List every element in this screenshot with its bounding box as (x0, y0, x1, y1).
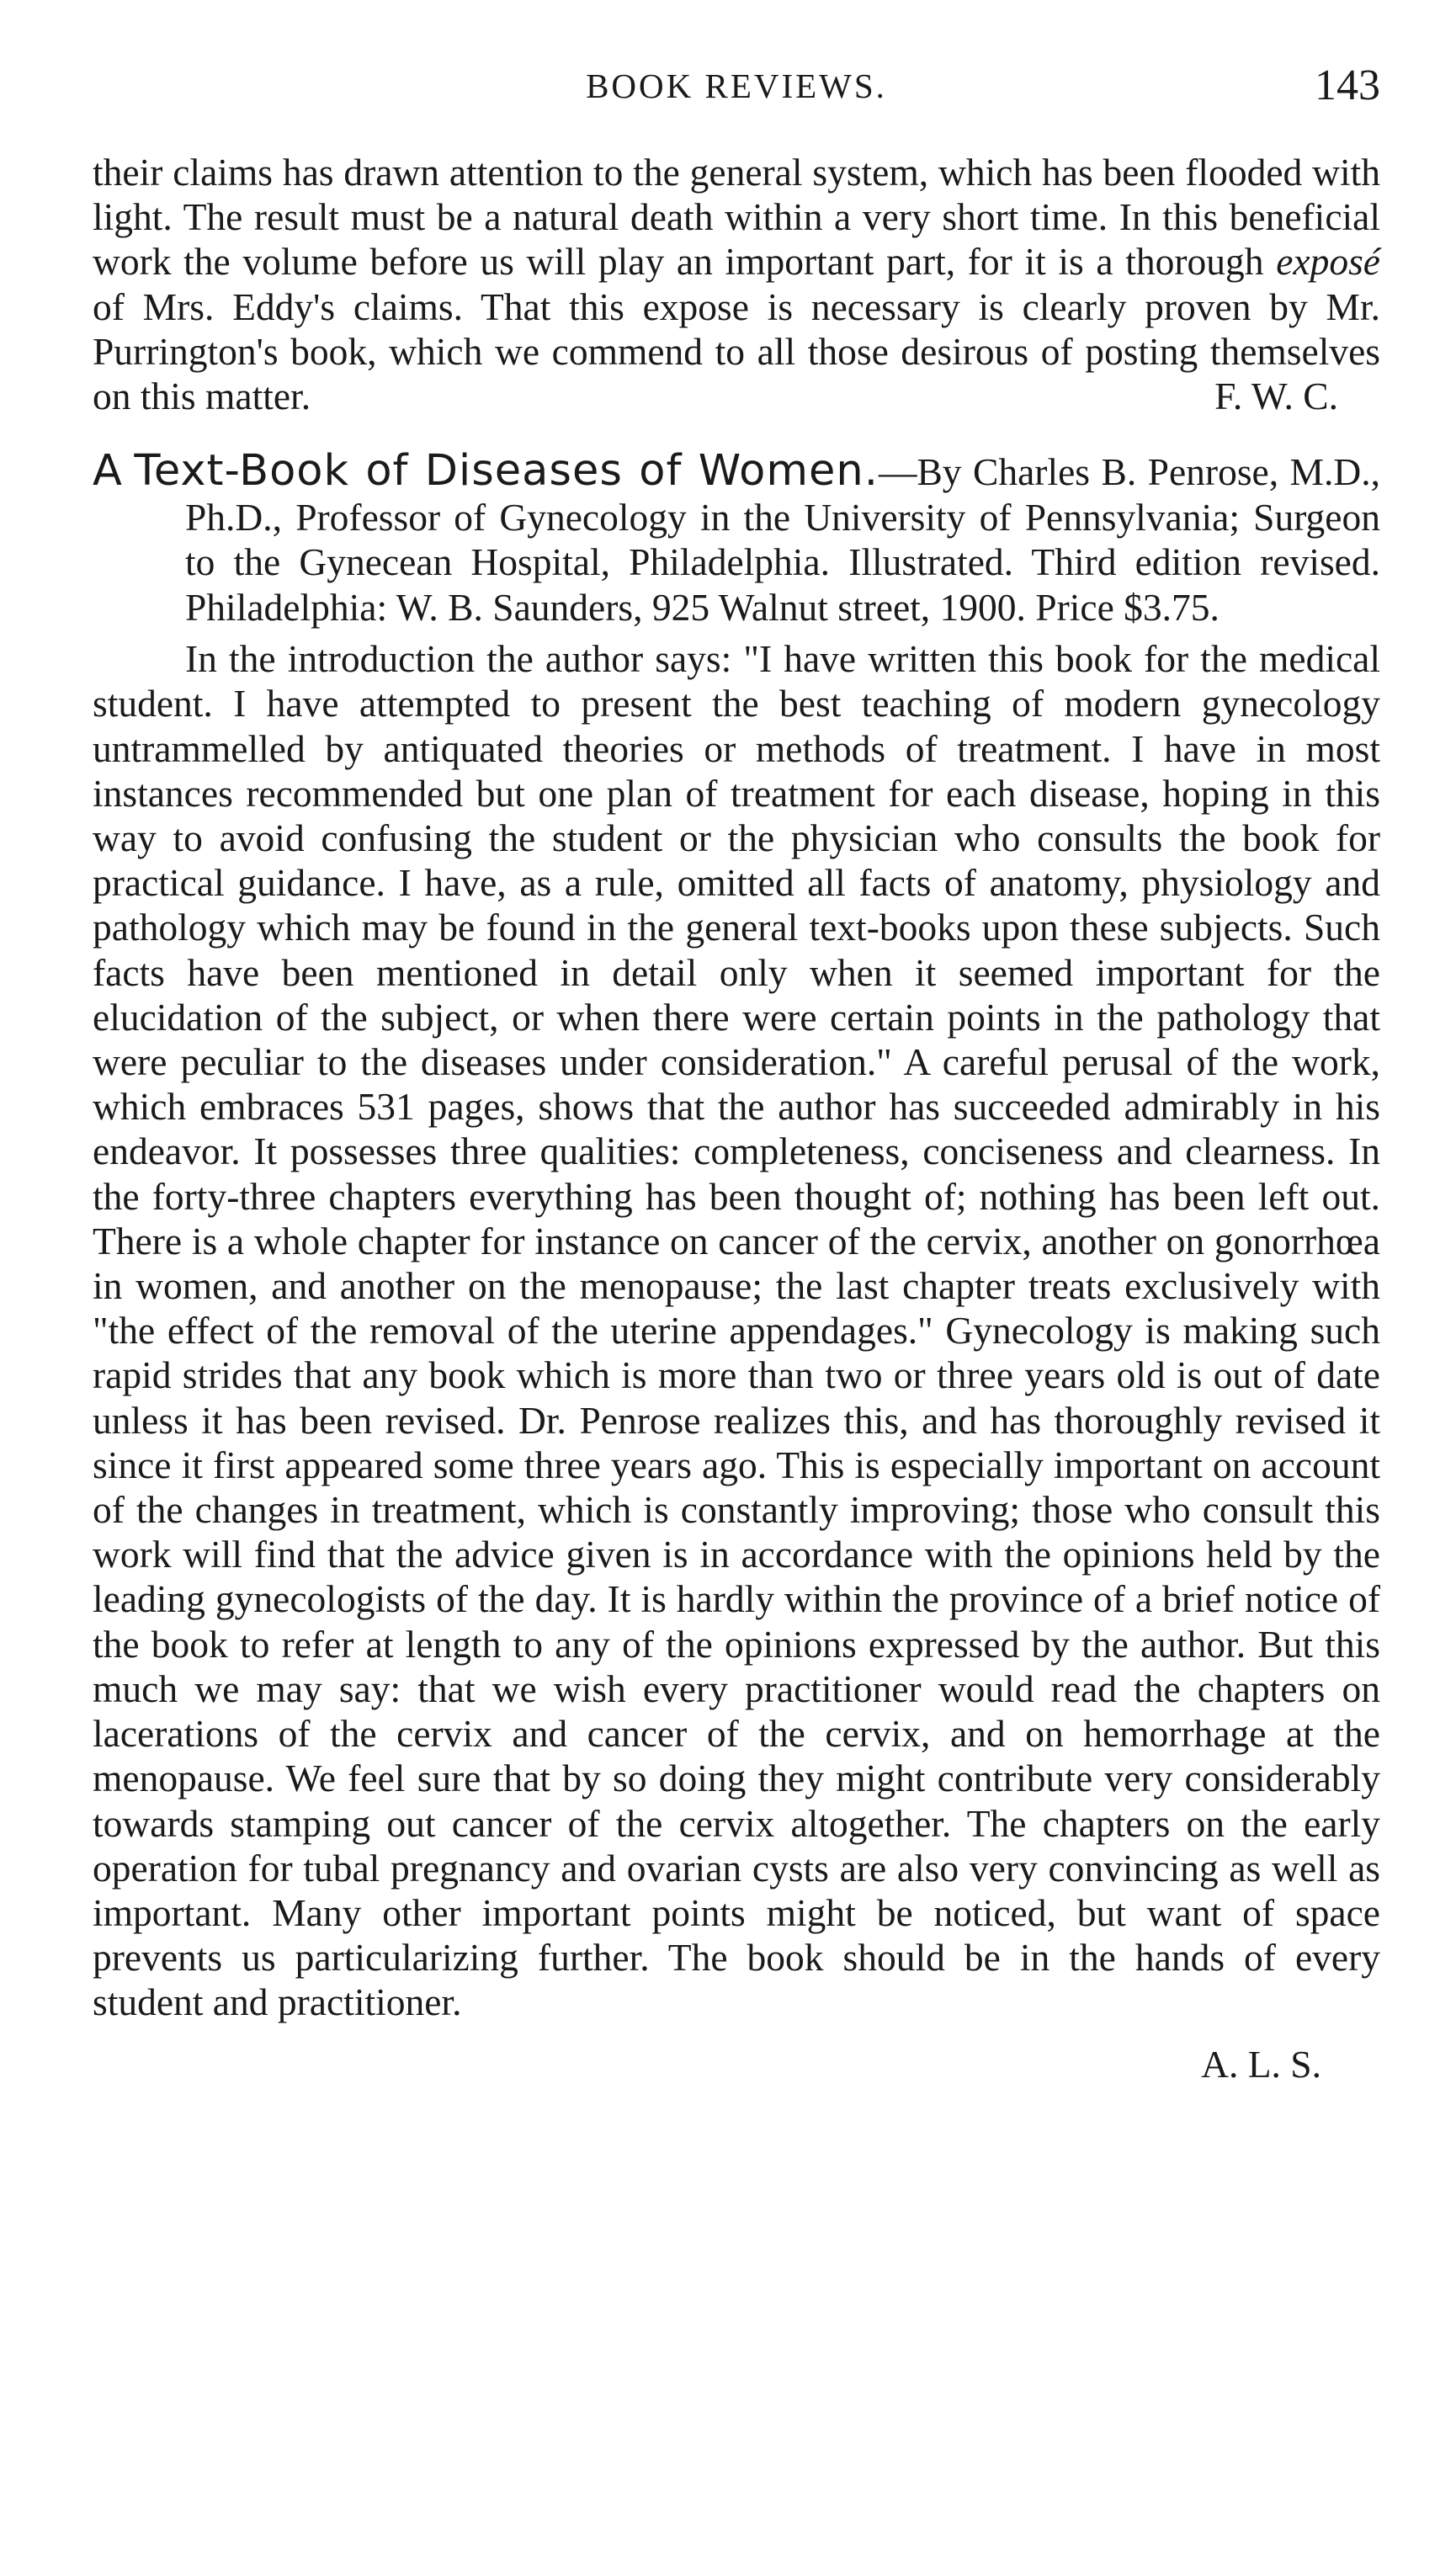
previous-review-text-end: of Mrs. Eddy's claims. That this expose is necessary is clearly proven by Mr. Purrington's book, which we commend to all those desirous of posting themselves on this matter. (93, 284, 1380, 418)
previous-review-text-start: their claims has drawn attention to the general system, which has been flooded with light. The result must be a natural death within a very short time. In this beneficial work the volume before us will play an important part, for it is a thorough (93, 151, 1380, 284)
page-number: 143 (1315, 61, 1380, 109)
previous-review-signature: F. W. C. (1214, 375, 1338, 418)
running-header (93, 61, 1380, 120)
review-signature: A. L. S. (1201, 2042, 1321, 2086)
review-heading (93, 446, 1380, 630)
review-article: A (93, 446, 123, 497)
italic-word: exposé (1276, 240, 1380, 284)
text-column (93, 150, 1380, 2086)
previous-review-conclusion (93, 150, 1380, 418)
review-body: In the introduction the author says: "I have written this book for the medical student. I have attempted to present the best teaching of modern gynecology untrammelled by antiquated theories or methods of treatment. I have in most instances recommended but one plan of treatment for each disease, hoping in this way to avoid confusing the student or the physician who consults the book for practical guidance. I have, as a rule, omitted all facts of anatomy, physiology and pathology which may be found in the general text-books upon these subjects. Such facts have been mentioned in detail only when it seemed important for the elucidation of the subject, or when there were certain points in the pathology that were peculiar to the diseases under consideration." A careful perusal of the work, which embraces 531 pages, shows that the author has succeeded admirably in his endeavor. It possesses three qualities: completeness, conciseness and clearness. In the forty-three chapters everything has been thought of; nothing has been left out. There is a whole chapter for instance on cancer of the cervix, another on gonorrhœa in women, and another on the menopause; the last chapter treats exclusively with "the effect of the removal of the uterine appendages." Gynecology is making such rapid strides that any book which is more than two or three years old is out of date unless it has been revised. Dr. Penrose realizes this, and has thoroughly revised it since it first appeared some three years ago. This is especially important on account of the changes in treatment, which is constantly improving; those who consult this work will find that the advice given is in accordance with the opinions held by the leading gynecologists of the day. It is hardly within the province of a brief notice of the book to refer at length to any of the opinions expressed by the author. But this much we may say: that we wish every practitioner would read the chapters on lacerations of the cervix and cancer of the cervix, and on hemorrhage at the menopause. We feel sure that by so doing they might contribute very considerably towards stamping out cancer of the cervix altogether. The chapters on the early operation for tubal pregnancy and ovarian cysts are also very convincing as well as important. Many other important points might be noticed, but want of space prevents us particularizing further. The book should be in the hands of every student and practitioner. (93, 637, 1380, 2024)
book-citation: —By Charles B. Penrose, M.D., Ph.D., Professor of Gynecology in the University of Pennsylvania; Surgeon to the Gynecean Hospital, Philadelphia. Illustrated. Third edition revised. Philadelphia: W. B. Saunders, 925 Walnut street, 1900. Price $3.75. (185, 450, 1380, 629)
running-title: BOOK REVIEWS. (586, 66, 887, 105)
book-title: Text-Book of Diseases of Women. (134, 446, 879, 497)
